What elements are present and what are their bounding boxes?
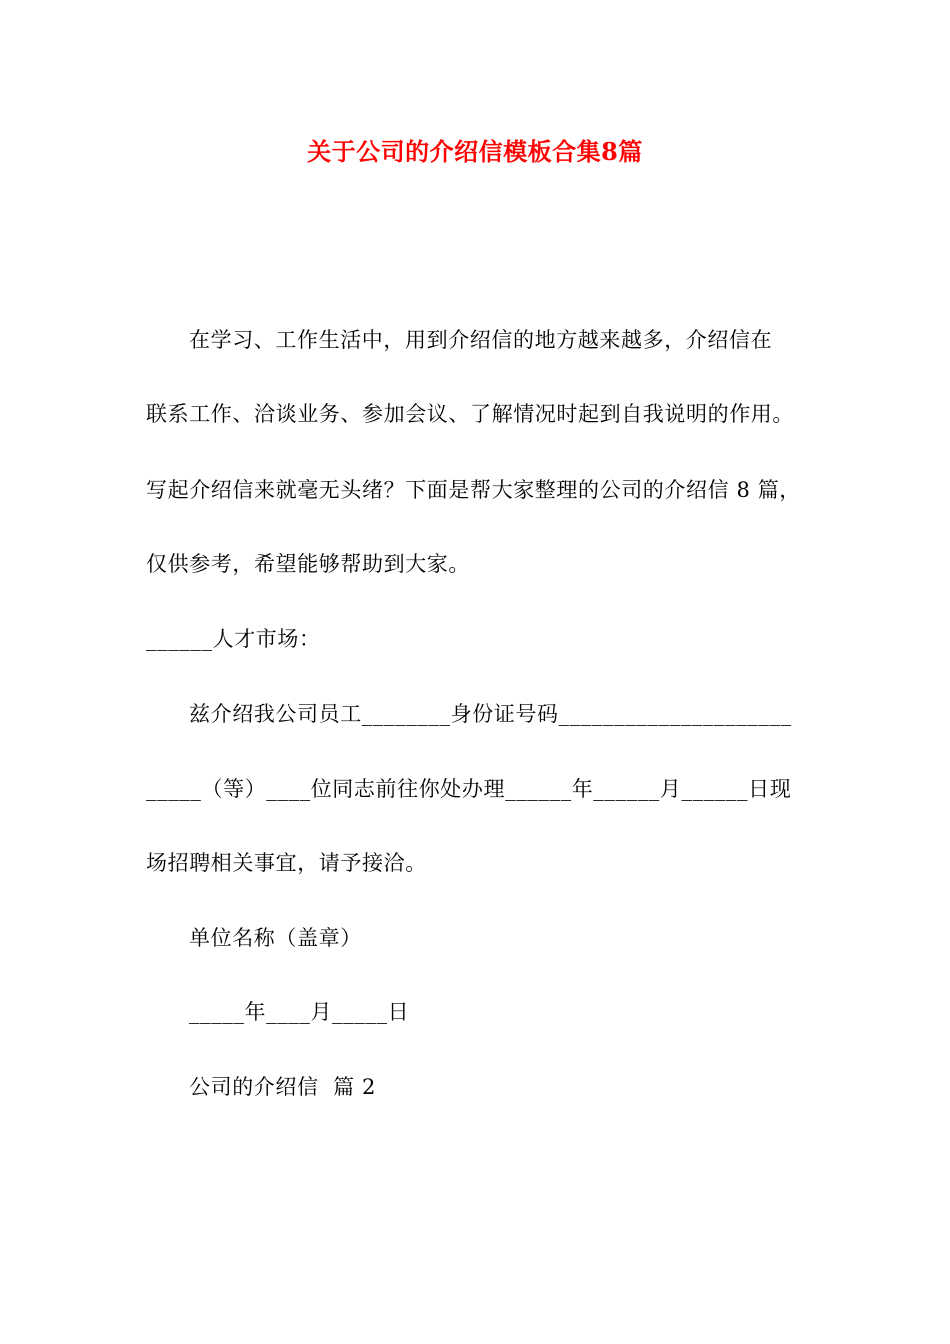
intro-line-3: 写起介绍信来就毫无头绪？下面是帮大家整理的公司的介绍信 8 篇，	[146, 478, 801, 502]
intro-line-2: 联系工作、洽谈业务、参加会议、了解情况时起到自我说明的作用。	[146, 402, 794, 426]
section-heading-2: 公司的介绍信 篇 2	[189, 1075, 376, 1099]
intro-line-1: 在学习、工作生活中，用到介绍信的地方越来越多，介绍信在	[189, 328, 773, 352]
intro-line-4: 仅供参考，希望能够帮助到大家。	[146, 552, 470, 576]
letter-body-line-3: 场招聘相关事宜，请予接洽。	[146, 851, 427, 875]
letter-body-line-2: _____（等）____位同志前往你处办理______年______月______日现	[146, 777, 792, 801]
letter-salutation: ______人才市场：	[146, 627, 321, 651]
letter-date: _____年____月_____日	[189, 1000, 410, 1024]
letter-body-line-1: 兹介绍我公司员工________身份证号码_____________________	[189, 702, 792, 726]
letter-signature-unit: 单位名称（盖章）	[189, 926, 362, 950]
document-title: 关于公司的介绍信模板合集8篇	[307, 137, 643, 166]
